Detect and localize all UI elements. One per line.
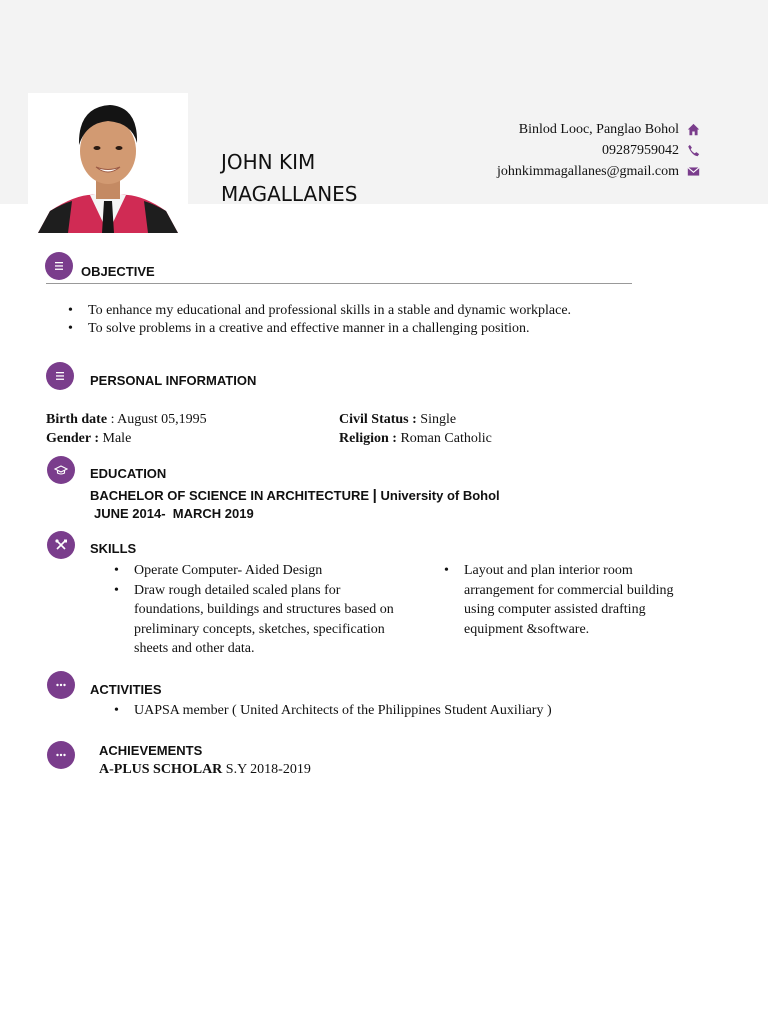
name-line-2: MAGALLANES: [221, 182, 358, 206]
name-line-1: JOHN KIM: [221, 150, 316, 174]
achievements-title: ACHIEVEMENTS: [99, 743, 203, 758]
objective-section-icon: [45, 252, 73, 280]
contact-email: [497, 161, 700, 182]
birth-date-label: Birth date: [46, 412, 108, 427]
education-title: EDUCATION: [90, 466, 167, 481]
profile-photo-image: [28, 93, 188, 233]
address-text: Binlod Looc, Panglao Bohol: [518, 122, 679, 137]
religion-value: Roman Catholic: [400, 431, 492, 446]
contact-phone: [497, 140, 700, 161]
skills-list-right: [442, 561, 687, 639]
school: University of Bohol: [380, 488, 500, 503]
activities-section-icon: [47, 671, 75, 699]
list-icon: [52, 259, 66, 273]
religion: [339, 429, 492, 448]
personal-title: PERSONAL INFORMATION: [90, 373, 257, 388]
envelope-icon: [687, 165, 700, 178]
objective-divider: [46, 283, 632, 284]
ellipsis-icon: [54, 748, 68, 762]
education-section-icon: [47, 456, 75, 484]
civil-status: [339, 410, 456, 429]
education-dates: JUNE 2014- MARCH 2019: [94, 506, 254, 521]
birth-date: [46, 410, 207, 429]
personal-section-icon: [46, 362, 74, 390]
skills-list-left: [112, 561, 402, 659]
profile-photo: [28, 93, 188, 233]
graduation-cap-icon: [54, 463, 68, 477]
achievements-section-icon: [47, 741, 75, 769]
home-icon: [687, 123, 700, 136]
list-item: • Draw rough detailed scaled plans for foundations, buildings and structures based on preliminary concepts, sketches, specification sheets and other data.: [112, 581, 402, 659]
skills-section-icon: [47, 531, 75, 559]
gender-label: Gender :: [46, 431, 100, 446]
contact-address: [497, 119, 700, 140]
list-item: • To solve problems in a creative and effective manner in a challenging position.: [66, 320, 686, 338]
activities-title: ACTIVITIES: [90, 682, 162, 697]
list-item: • To enhance my educational and professional skills in a stable and dynamic workplace.: [66, 302, 686, 320]
achievement-entry: [99, 760, 311, 779]
ellipsis-icon: [54, 678, 68, 692]
list-item: • Layout and plan interior room arrangement for commercial building using computer assisted drafting equipment &software.: [442, 561, 687, 639]
list-icon: [53, 369, 67, 383]
activities-list: [112, 702, 732, 720]
email-text[interactable]: johnkimmagallanes@gmail.com: [496, 164, 679, 179]
gender: [46, 429, 131, 448]
gender-value: Male: [102, 431, 132, 446]
religion-label: Religion :: [339, 431, 397, 446]
skills-title: SKILLS: [90, 541, 137, 556]
list-item: • Operate Computer- Aided Design: [112, 561, 402, 581]
degree: BACHELOR OF SCIENCE IN ARCHITECTURE: [90, 488, 370, 503]
education-degree-line: [90, 487, 500, 504]
contact-block: [497, 119, 700, 182]
phone-icon: [687, 144, 700, 157]
achievement-award: A-PLUS SCHOLAR: [99, 762, 223, 777]
civil-status-label: Civil Status :: [339, 412, 417, 427]
achievement-year: S.Y 2018-2019: [225, 762, 311, 777]
objective-title: OBJECTIVE: [81, 264, 155, 279]
civil-status-value: Single: [420, 412, 457, 427]
list-item: • UAPSA member ( United Architects of the Philippines Student Auxiliary ): [112, 702, 732, 720]
degree-separator: |: [372, 487, 377, 504]
objective-list: [66, 302, 686, 338]
tools-icon: [54, 538, 68, 552]
phone-text: 09287959042: [602, 143, 679, 158]
birth-date-value: : August 05,1995: [110, 412, 207, 427]
candidate-name: [221, 146, 357, 210]
